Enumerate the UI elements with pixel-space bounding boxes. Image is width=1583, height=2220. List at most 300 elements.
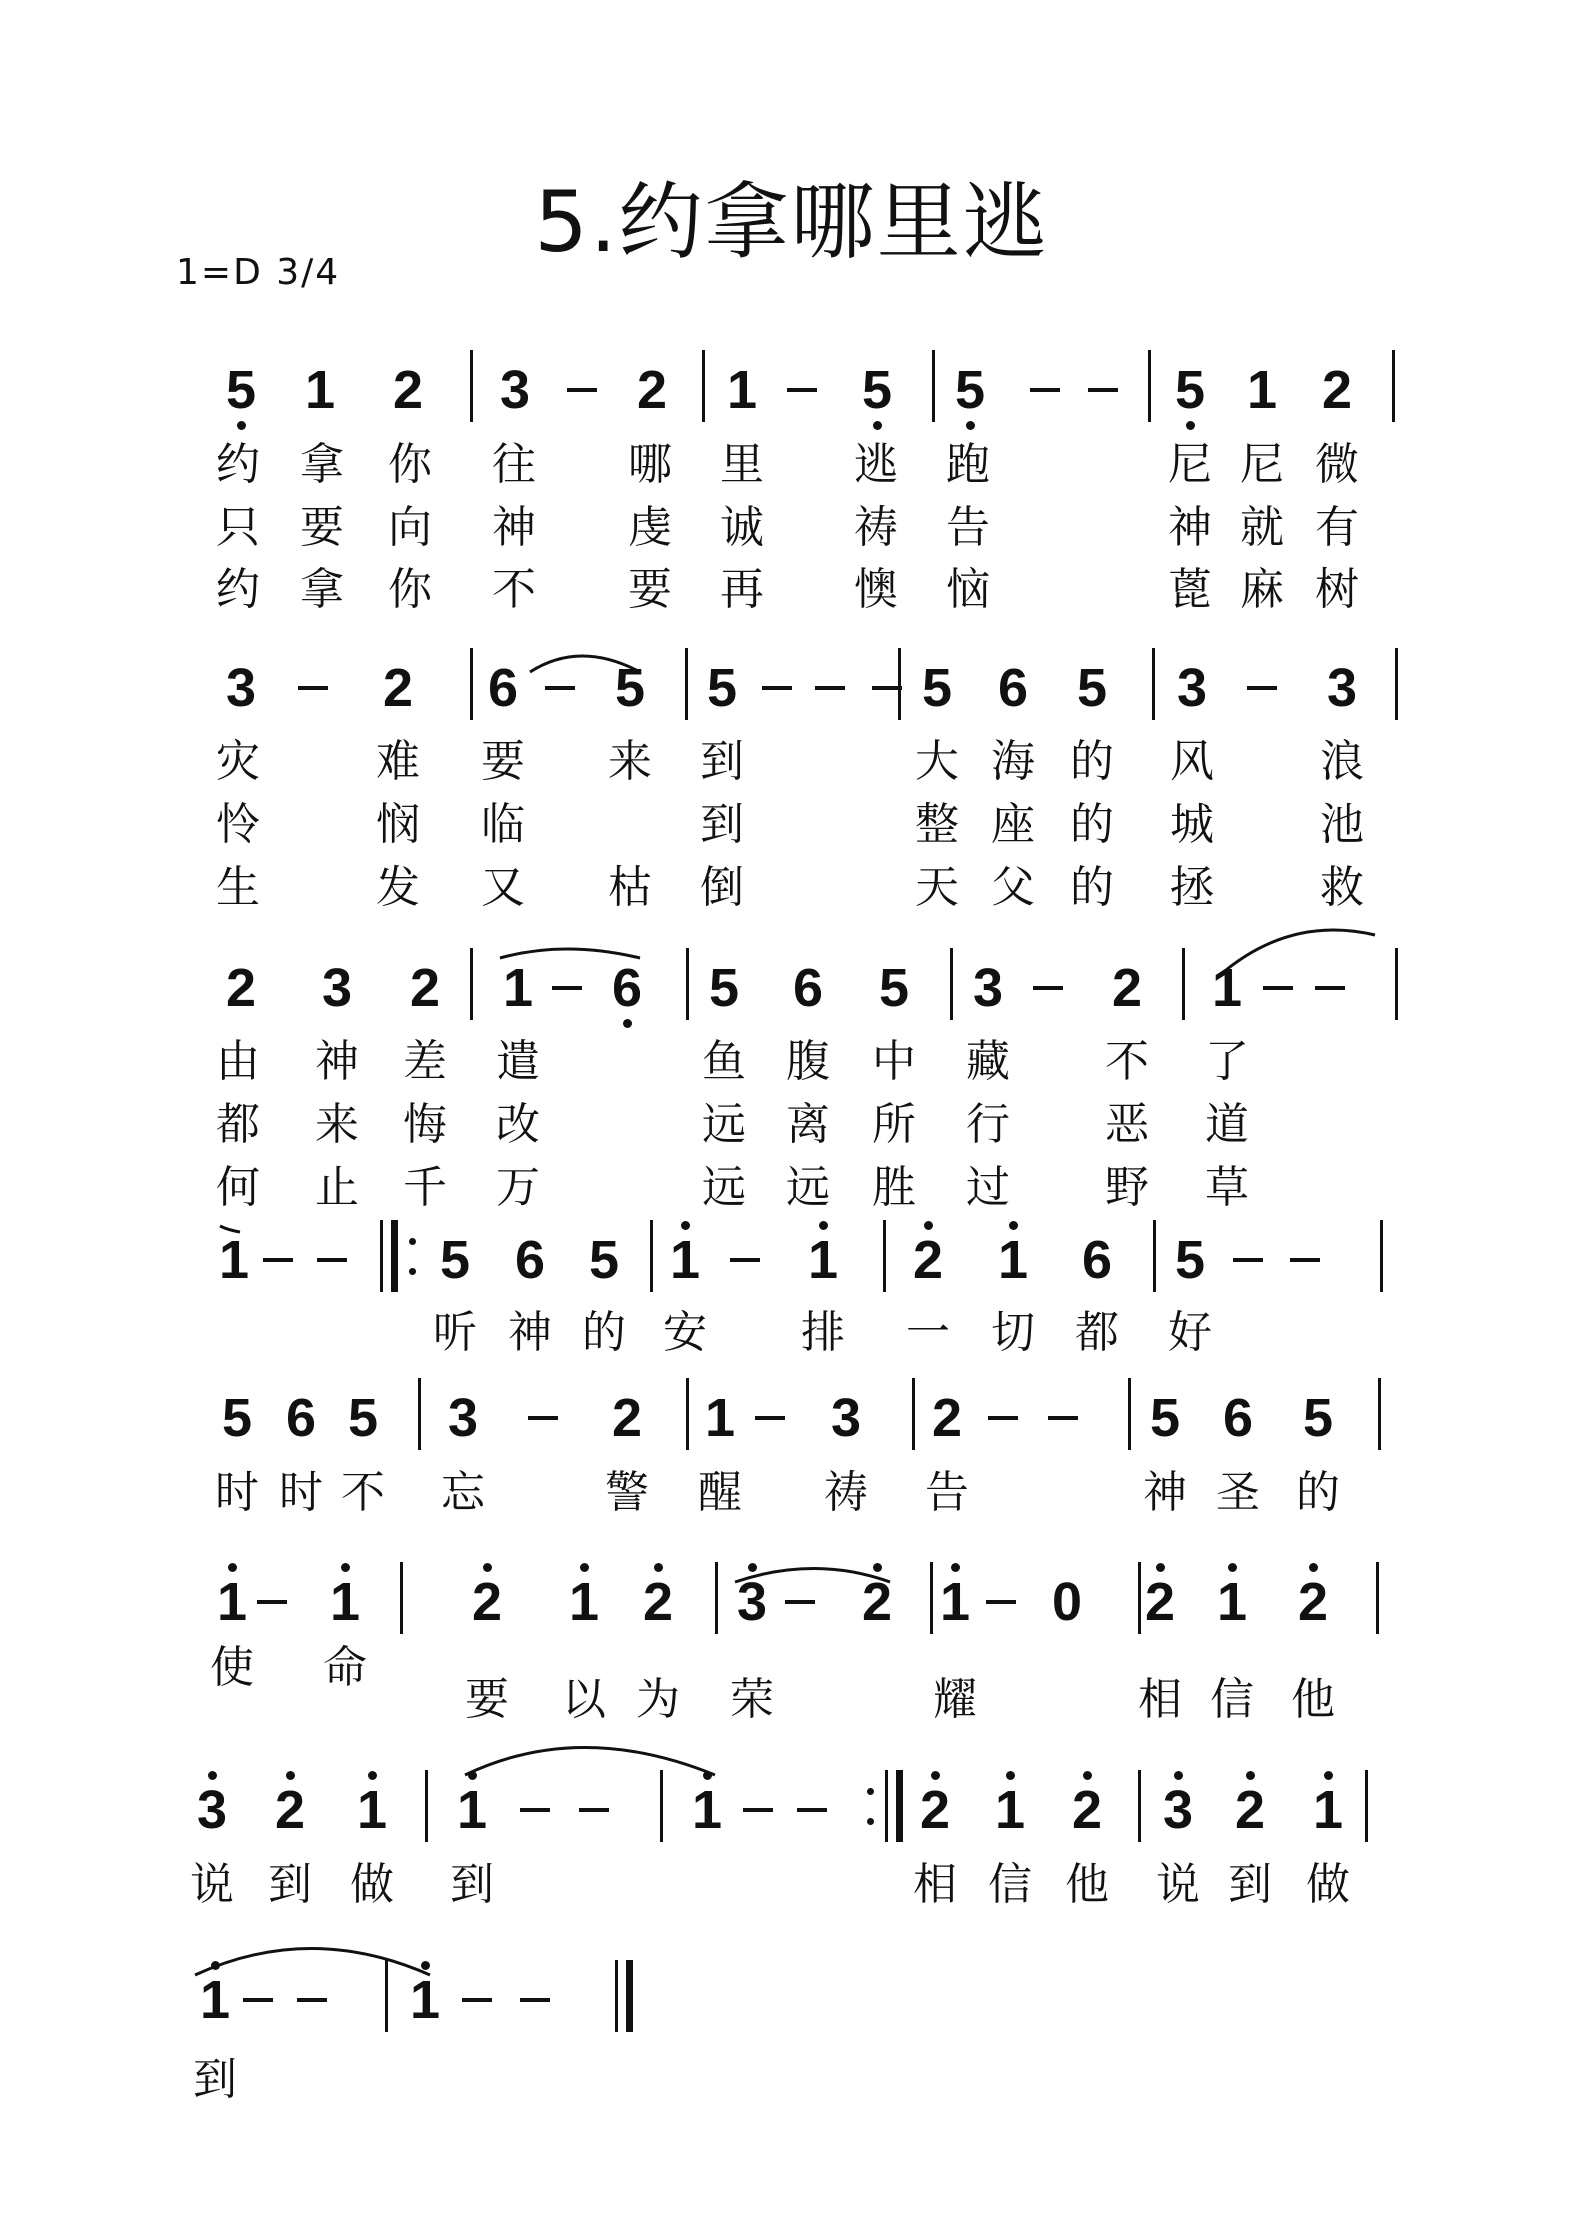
bar-line bbox=[470, 948, 473, 1020]
bar-line bbox=[1152, 648, 1155, 720]
bar-line bbox=[950, 948, 953, 1020]
bar-line bbox=[1153, 1220, 1156, 1292]
bar-line bbox=[425, 1770, 428, 1842]
hold-dash bbox=[1247, 686, 1277, 690]
lyric-char: 由 bbox=[216, 1036, 260, 1087]
lyric-char: 池 bbox=[1320, 799, 1364, 850]
lyric-char: 约 bbox=[216, 439, 260, 490]
bar-line bbox=[685, 648, 688, 720]
note: 1 bbox=[726, 360, 758, 420]
lyric-char: 父 bbox=[991, 862, 1035, 913]
note: 2 bbox=[467, 1575, 507, 1629]
note: 1 bbox=[352, 1783, 392, 1837]
lyric-char: 止 bbox=[315, 1162, 359, 1213]
note: 5 bbox=[1170, 363, 1210, 417]
lyric-char: 只 bbox=[216, 502, 260, 553]
note: 5 bbox=[950, 363, 990, 417]
lyric-char: 说 bbox=[190, 1859, 234, 1910]
lyric-char: 生 bbox=[216, 862, 260, 913]
octave-up-dot bbox=[208, 1771, 217, 1780]
lyric-char: 的 bbox=[1070, 736, 1114, 787]
bar-line bbox=[1128, 1378, 1131, 1450]
note: 5 bbox=[708, 958, 740, 1018]
octave-up-dot bbox=[924, 1221, 933, 1230]
octave-up-dot bbox=[748, 1563, 757, 1572]
lyric-char: 座 bbox=[991, 799, 1035, 850]
note: 1 bbox=[405, 1973, 445, 2027]
lyric-char: 远 bbox=[702, 1162, 746, 1213]
note: 3 bbox=[830, 1388, 862, 1448]
lyric-char: 何 bbox=[216, 1162, 260, 1213]
octave-up-dot bbox=[580, 1563, 589, 1572]
lyric-char: 整 bbox=[915, 799, 959, 850]
octave-up-dot bbox=[1009, 1221, 1018, 1230]
lyric-char: 所 bbox=[872, 1099, 916, 1150]
lyric-char: 麻 bbox=[1240, 564, 1284, 615]
octave-up-dot bbox=[468, 1771, 477, 1780]
note: 3 bbox=[321, 958, 353, 1018]
hold-dash bbox=[297, 1998, 327, 2002]
repeat-dot bbox=[867, 1818, 874, 1825]
lyric-char: 到 bbox=[1228, 1859, 1272, 1910]
lyric-char: 做 bbox=[350, 1859, 394, 1910]
bar-line bbox=[912, 1378, 915, 1450]
note: 2 bbox=[611, 1388, 643, 1448]
octave-up-dot bbox=[951, 1563, 960, 1572]
lyric-char: 跑 bbox=[946, 439, 990, 490]
lyric-char: 悔 bbox=[403, 1099, 447, 1150]
repeat-bar bbox=[391, 1220, 398, 1292]
note: 5 bbox=[1076, 658, 1108, 718]
note: 3 bbox=[1158, 1783, 1198, 1837]
hold-dash bbox=[1233, 1258, 1263, 1262]
lyric-char: 到 bbox=[700, 736, 744, 787]
lyric-char: 排 bbox=[801, 1307, 845, 1358]
lyric-char: 灾 bbox=[216, 736, 260, 787]
lyric-char: 蓖 bbox=[1168, 564, 1212, 615]
lyric-char: 了 bbox=[1205, 1036, 1249, 1087]
note: 5 bbox=[439, 1230, 471, 1290]
lyric-char: 警 bbox=[605, 1467, 649, 1518]
note: 3 bbox=[1176, 658, 1208, 718]
lyric-char: 都 bbox=[1075, 1307, 1119, 1358]
lyric-char: 中 bbox=[872, 1036, 916, 1087]
lyric-char: 不 bbox=[492, 564, 536, 615]
hold-dash bbox=[986, 1600, 1016, 1604]
lyric-char: 告 bbox=[925, 1467, 969, 1518]
hold-dash bbox=[579, 1808, 609, 1812]
lyric-char: 尼 bbox=[1168, 439, 1212, 490]
slur bbox=[465, 1748, 715, 1776]
note: 1 bbox=[195, 1973, 235, 2027]
note: 2 bbox=[392, 360, 424, 420]
repeat-dot bbox=[409, 1238, 416, 1245]
octave-up-dot bbox=[286, 1771, 295, 1780]
lyric-char: 恼 bbox=[946, 564, 990, 615]
lyric-char: 又 bbox=[481, 862, 525, 913]
lyric-char: 祷 bbox=[824, 1467, 868, 1518]
hold-dash bbox=[1088, 388, 1118, 392]
lyric-char: 不 bbox=[341, 1467, 385, 1518]
octave-up-dot bbox=[228, 1563, 237, 1572]
hold-dash bbox=[730, 1258, 760, 1262]
bar-line bbox=[1395, 948, 1398, 1020]
lyric-char: 逃 bbox=[854, 439, 898, 490]
note: 2 bbox=[382, 658, 414, 718]
lyric-char: 时 bbox=[215, 1467, 259, 1518]
repeat-bar bbox=[380, 1220, 383, 1292]
note: 5 bbox=[221, 1388, 253, 1448]
note: 1 bbox=[1308, 1783, 1348, 1837]
hold-dash bbox=[1033, 986, 1063, 990]
octave-down-dot bbox=[1186, 421, 1195, 430]
lyric-char: 来 bbox=[315, 1099, 359, 1150]
note: 2 bbox=[1067, 1783, 1107, 1837]
lyric-char: 鱼 bbox=[702, 1036, 746, 1087]
lyric-char: 再 bbox=[720, 564, 764, 615]
octave-up-dot bbox=[1309, 1563, 1318, 1572]
note: 2 bbox=[409, 958, 441, 1018]
octave-up-dot bbox=[1174, 1771, 1183, 1780]
bar-line bbox=[686, 948, 689, 1020]
lyric-char: 约 bbox=[216, 564, 260, 615]
slur bbox=[195, 1949, 430, 1976]
octave-up-dot bbox=[1228, 1563, 1237, 1572]
lyric-char: 树 bbox=[1315, 564, 1359, 615]
bar-line bbox=[660, 1770, 663, 1842]
lyric-char: 草 bbox=[1205, 1162, 1249, 1213]
lyric-char: 要 bbox=[300, 502, 344, 553]
octave-up-dot bbox=[421, 1961, 430, 1970]
bar-line bbox=[1138, 1562, 1141, 1634]
bar-line bbox=[1365, 1770, 1368, 1842]
hold-dash bbox=[462, 1998, 492, 2002]
note: 3 bbox=[225, 658, 257, 718]
note: 6 bbox=[607, 961, 647, 1015]
lyric-char: 告 bbox=[946, 502, 990, 553]
bar-line bbox=[470, 350, 473, 422]
lyric-char: 藏 bbox=[966, 1036, 1010, 1087]
octave-up-dot bbox=[1246, 1771, 1255, 1780]
lyric-char: 时 bbox=[279, 1467, 323, 1518]
bar-line bbox=[400, 1562, 403, 1634]
octave-up-dot bbox=[211, 1961, 220, 1970]
note: 1 bbox=[452, 1783, 492, 1837]
octave-up-dot bbox=[1006, 1771, 1015, 1780]
lyric-char: 祷 bbox=[854, 502, 898, 553]
lyric-char: 城 bbox=[1170, 799, 1214, 850]
octave-up-dot bbox=[873, 1563, 882, 1572]
hold-dash bbox=[520, 1808, 550, 1812]
note: 1 bbox=[803, 1233, 843, 1287]
hold-dash bbox=[243, 1998, 273, 2002]
note: 6 bbox=[1081, 1230, 1113, 1290]
octave-up-dot bbox=[819, 1221, 828, 1230]
hold-dash bbox=[787, 388, 817, 392]
key-signature: 1=D 3/4 bbox=[176, 252, 341, 293]
note: 6 bbox=[285, 1388, 317, 1448]
hold-dash bbox=[1030, 388, 1060, 392]
octave-down-dot bbox=[237, 421, 246, 430]
hold-dash bbox=[520, 1998, 550, 2002]
note: 1 bbox=[218, 1230, 250, 1290]
note: 1 bbox=[935, 1575, 975, 1629]
lyric-char: 醒 bbox=[698, 1467, 742, 1518]
bar-line bbox=[883, 1220, 886, 1292]
lyric-char: 往 bbox=[492, 439, 536, 490]
octave-up-dot bbox=[1156, 1563, 1165, 1572]
lyric-char: 差 bbox=[403, 1036, 447, 1087]
note: 3 bbox=[499, 360, 531, 420]
lyric-char: 天 bbox=[915, 862, 959, 913]
bar-line bbox=[898, 648, 901, 720]
lyric-char: 万 bbox=[496, 1162, 540, 1213]
note: 1 bbox=[1246, 360, 1278, 420]
lyric-char: 要 bbox=[628, 564, 672, 615]
note: 5 bbox=[857, 363, 897, 417]
lyric-char: 临 bbox=[481, 799, 525, 850]
lyric-char: 救 bbox=[1320, 862, 1364, 913]
octave-up-dot bbox=[1083, 1771, 1092, 1780]
lyric-char: 浪 bbox=[1320, 736, 1364, 787]
lyric-char: 怜 bbox=[216, 799, 260, 850]
lyric-char: 的 bbox=[1296, 1467, 1340, 1518]
octave-up-dot bbox=[483, 1563, 492, 1572]
repeat-dot bbox=[409, 1268, 416, 1275]
note: 1 bbox=[325, 1575, 365, 1629]
bar-line bbox=[1378, 1378, 1381, 1450]
note: 6 bbox=[997, 658, 1029, 718]
hold-dash bbox=[528, 1416, 558, 1420]
lyric-char: 切 bbox=[991, 1307, 1035, 1358]
lyric-char: 懊 bbox=[854, 564, 898, 615]
note: 1 bbox=[212, 1575, 252, 1629]
note: 2 bbox=[915, 1783, 955, 1837]
note: 2 bbox=[1230, 1783, 1270, 1837]
lyric-char: 千 bbox=[403, 1162, 447, 1213]
octave-down-dot bbox=[873, 421, 882, 430]
lyric-char: 听 bbox=[433, 1307, 477, 1358]
note: 2 bbox=[908, 1233, 948, 1287]
lyric-char: 神 bbox=[1143, 1467, 1187, 1518]
hold-dash bbox=[743, 1808, 773, 1812]
hold-dash bbox=[317, 1258, 347, 1262]
lyric-char: 来 bbox=[608, 736, 652, 787]
lyric-char: 他 bbox=[1291, 1674, 1335, 1725]
octave-up-dot bbox=[341, 1563, 350, 1572]
note: 1 bbox=[704, 1388, 736, 1448]
bar-line bbox=[418, 1378, 421, 1450]
lyric-char: 到 bbox=[193, 2054, 237, 2105]
lyric-char: 到 bbox=[450, 1859, 494, 1910]
lyric-char: 好 bbox=[1168, 1307, 1212, 1358]
note: 3 bbox=[447, 1388, 479, 1448]
note: 6 bbox=[792, 958, 824, 1018]
octave-up-dot bbox=[931, 1771, 940, 1780]
bar-line bbox=[470, 648, 473, 720]
lyric-char: 一 bbox=[906, 1307, 950, 1358]
octave-up-dot bbox=[703, 1771, 712, 1780]
note: 5 bbox=[1174, 1230, 1206, 1290]
lyric-char: 以 bbox=[562, 1674, 606, 1725]
lyric-char: 神 bbox=[315, 1036, 359, 1087]
lyric-char: 倒 bbox=[700, 862, 744, 913]
lyric-char: 神 bbox=[1168, 502, 1212, 553]
lyric-char: 就 bbox=[1240, 502, 1284, 553]
lyric-char: 行 bbox=[966, 1099, 1010, 1150]
note: 2 bbox=[225, 958, 257, 1018]
lyric-char: 到 bbox=[700, 799, 744, 850]
lyric-char: 远 bbox=[786, 1162, 830, 1213]
note: 6 bbox=[1222, 1388, 1254, 1448]
note: 5 bbox=[1302, 1388, 1334, 1448]
hold-dash bbox=[815, 686, 845, 690]
lyric-char: 荣 bbox=[730, 1674, 774, 1725]
repeat-dot bbox=[867, 1788, 874, 1795]
lyric-char: 远 bbox=[702, 1099, 746, 1150]
lyric-char: 安 bbox=[663, 1307, 707, 1358]
bar-line bbox=[1392, 350, 1395, 422]
lyric-char: 你 bbox=[388, 439, 432, 490]
lyric-char: 相 bbox=[913, 1859, 957, 1910]
hold-dash bbox=[797, 1808, 827, 1812]
note: 1 bbox=[665, 1233, 705, 1287]
lyric-char: 使 bbox=[210, 1642, 254, 1693]
lyric-char: 大 bbox=[915, 736, 959, 787]
note: 5 bbox=[588, 1230, 620, 1290]
note: 6 bbox=[514, 1230, 546, 1290]
bar-line bbox=[1380, 1220, 1383, 1292]
hold-dash bbox=[1315, 986, 1345, 990]
lyric-char: 枯 bbox=[608, 862, 652, 913]
hold-dash bbox=[1263, 986, 1293, 990]
lyric-char: 做 bbox=[1306, 1859, 1350, 1910]
lyric-char: 野 bbox=[1105, 1162, 1149, 1213]
lyric-char: 的 bbox=[582, 1307, 626, 1358]
lyric-char: 相 bbox=[1138, 1674, 1182, 1725]
note: 1 bbox=[502, 958, 534, 1018]
note: 2 bbox=[638, 1575, 678, 1629]
bar-line bbox=[1376, 1562, 1379, 1634]
note: 1 bbox=[993, 1233, 1033, 1287]
note: 3 bbox=[192, 1783, 232, 1837]
note: 2 bbox=[857, 1575, 897, 1629]
lyric-char: 的 bbox=[1070, 862, 1114, 913]
lyric-char: 胜 bbox=[872, 1162, 916, 1213]
lyric-char: 忘 bbox=[441, 1467, 485, 1518]
lyric-char: 神 bbox=[492, 502, 536, 553]
lyric-char: 到 bbox=[268, 1859, 312, 1910]
lyric-char: 圣 bbox=[1216, 1467, 1260, 1518]
note: 1 bbox=[1212, 1575, 1252, 1629]
lyric-char: 道 bbox=[1205, 1099, 1249, 1150]
hold-dash bbox=[298, 686, 328, 690]
note: 1 bbox=[564, 1575, 604, 1629]
bar-line bbox=[1138, 1770, 1141, 1842]
note: 6 bbox=[487, 658, 519, 718]
lyric-char: 诚 bbox=[720, 502, 764, 553]
octave-up-dot bbox=[681, 1221, 690, 1230]
lyric-char: 信 bbox=[1210, 1674, 1254, 1725]
note: 2 bbox=[1321, 360, 1353, 420]
lyric-char: 他 bbox=[1065, 1859, 1109, 1910]
octave-down-dot bbox=[623, 1019, 632, 1028]
note: 2 bbox=[1293, 1575, 1333, 1629]
note: 2 bbox=[931, 1388, 963, 1448]
lyric-char: 神 bbox=[508, 1307, 552, 1358]
lyric-char: 不 bbox=[1105, 1036, 1149, 1087]
note: 3 bbox=[1326, 658, 1358, 718]
lyric-char: 要 bbox=[465, 1674, 509, 1725]
lyric-char: 拯 bbox=[1170, 862, 1214, 913]
lyric-char: 发 bbox=[376, 862, 420, 913]
note: 1 bbox=[1211, 958, 1243, 1018]
hold-dash bbox=[1048, 1416, 1078, 1420]
bar-line bbox=[702, 350, 705, 422]
lyric-char: 拿 bbox=[300, 564, 344, 615]
song-title: 5.约拿哪里逃 bbox=[534, 173, 1049, 271]
note: 5 bbox=[921, 658, 953, 718]
note: 1 bbox=[990, 1783, 1030, 1837]
note: 3 bbox=[972, 958, 1004, 1018]
bar-line bbox=[932, 350, 935, 422]
bar-line bbox=[686, 1378, 689, 1450]
octave-up-dot bbox=[654, 1563, 663, 1572]
note: 2 bbox=[1140, 1575, 1180, 1629]
lyric-char: 难 bbox=[376, 736, 420, 787]
hold-dash bbox=[567, 388, 597, 392]
hold-dash bbox=[785, 1600, 815, 1604]
hold-dash bbox=[552, 986, 582, 990]
lyric-char: 尼 bbox=[1240, 439, 1284, 490]
octave-up-dot bbox=[1324, 1771, 1333, 1780]
note: 5 bbox=[1149, 1388, 1181, 1448]
bar-line bbox=[1148, 350, 1151, 422]
repeat-bar bbox=[615, 1960, 618, 2032]
lyric-char: 的 bbox=[1070, 799, 1114, 850]
note: 5 bbox=[706, 658, 738, 718]
lyric-char: 海 bbox=[991, 736, 1035, 787]
note: 5 bbox=[221, 363, 261, 417]
lyric-char: 你 bbox=[388, 564, 432, 615]
lyric-char: 有 bbox=[1315, 502, 1359, 553]
lyric-char: 说 bbox=[1156, 1859, 1200, 1910]
note: 5 bbox=[878, 958, 910, 1018]
hold-dash bbox=[545, 686, 575, 690]
repeat-bar bbox=[896, 1770, 903, 1842]
lyric-char: 腹 bbox=[786, 1036, 830, 1087]
lyric-char: 过 bbox=[966, 1162, 1010, 1213]
note: 2 bbox=[1111, 958, 1143, 1018]
hold-dash bbox=[263, 1258, 293, 1262]
lyric-char: 命 bbox=[323, 1642, 367, 1693]
hold-dash bbox=[1290, 1258, 1320, 1262]
lyric-char: 信 bbox=[988, 1859, 1032, 1910]
lyric-char: 拿 bbox=[300, 439, 344, 490]
bar-line bbox=[385, 1960, 388, 2032]
note: 5 bbox=[614, 658, 646, 718]
lyric-char: 里 bbox=[720, 439, 764, 490]
lyric-char: 哪 bbox=[628, 439, 672, 490]
lyric-char: 改 bbox=[496, 1099, 540, 1150]
note: 3 bbox=[732, 1575, 772, 1629]
lyric-char: 离 bbox=[786, 1099, 830, 1150]
lyric-char: 耀 bbox=[933, 1674, 977, 1725]
bar-line bbox=[930, 1562, 933, 1634]
note: 1 bbox=[304, 360, 336, 420]
repeat-bar bbox=[626, 1960, 633, 2032]
repeat-bar bbox=[885, 1770, 888, 1842]
